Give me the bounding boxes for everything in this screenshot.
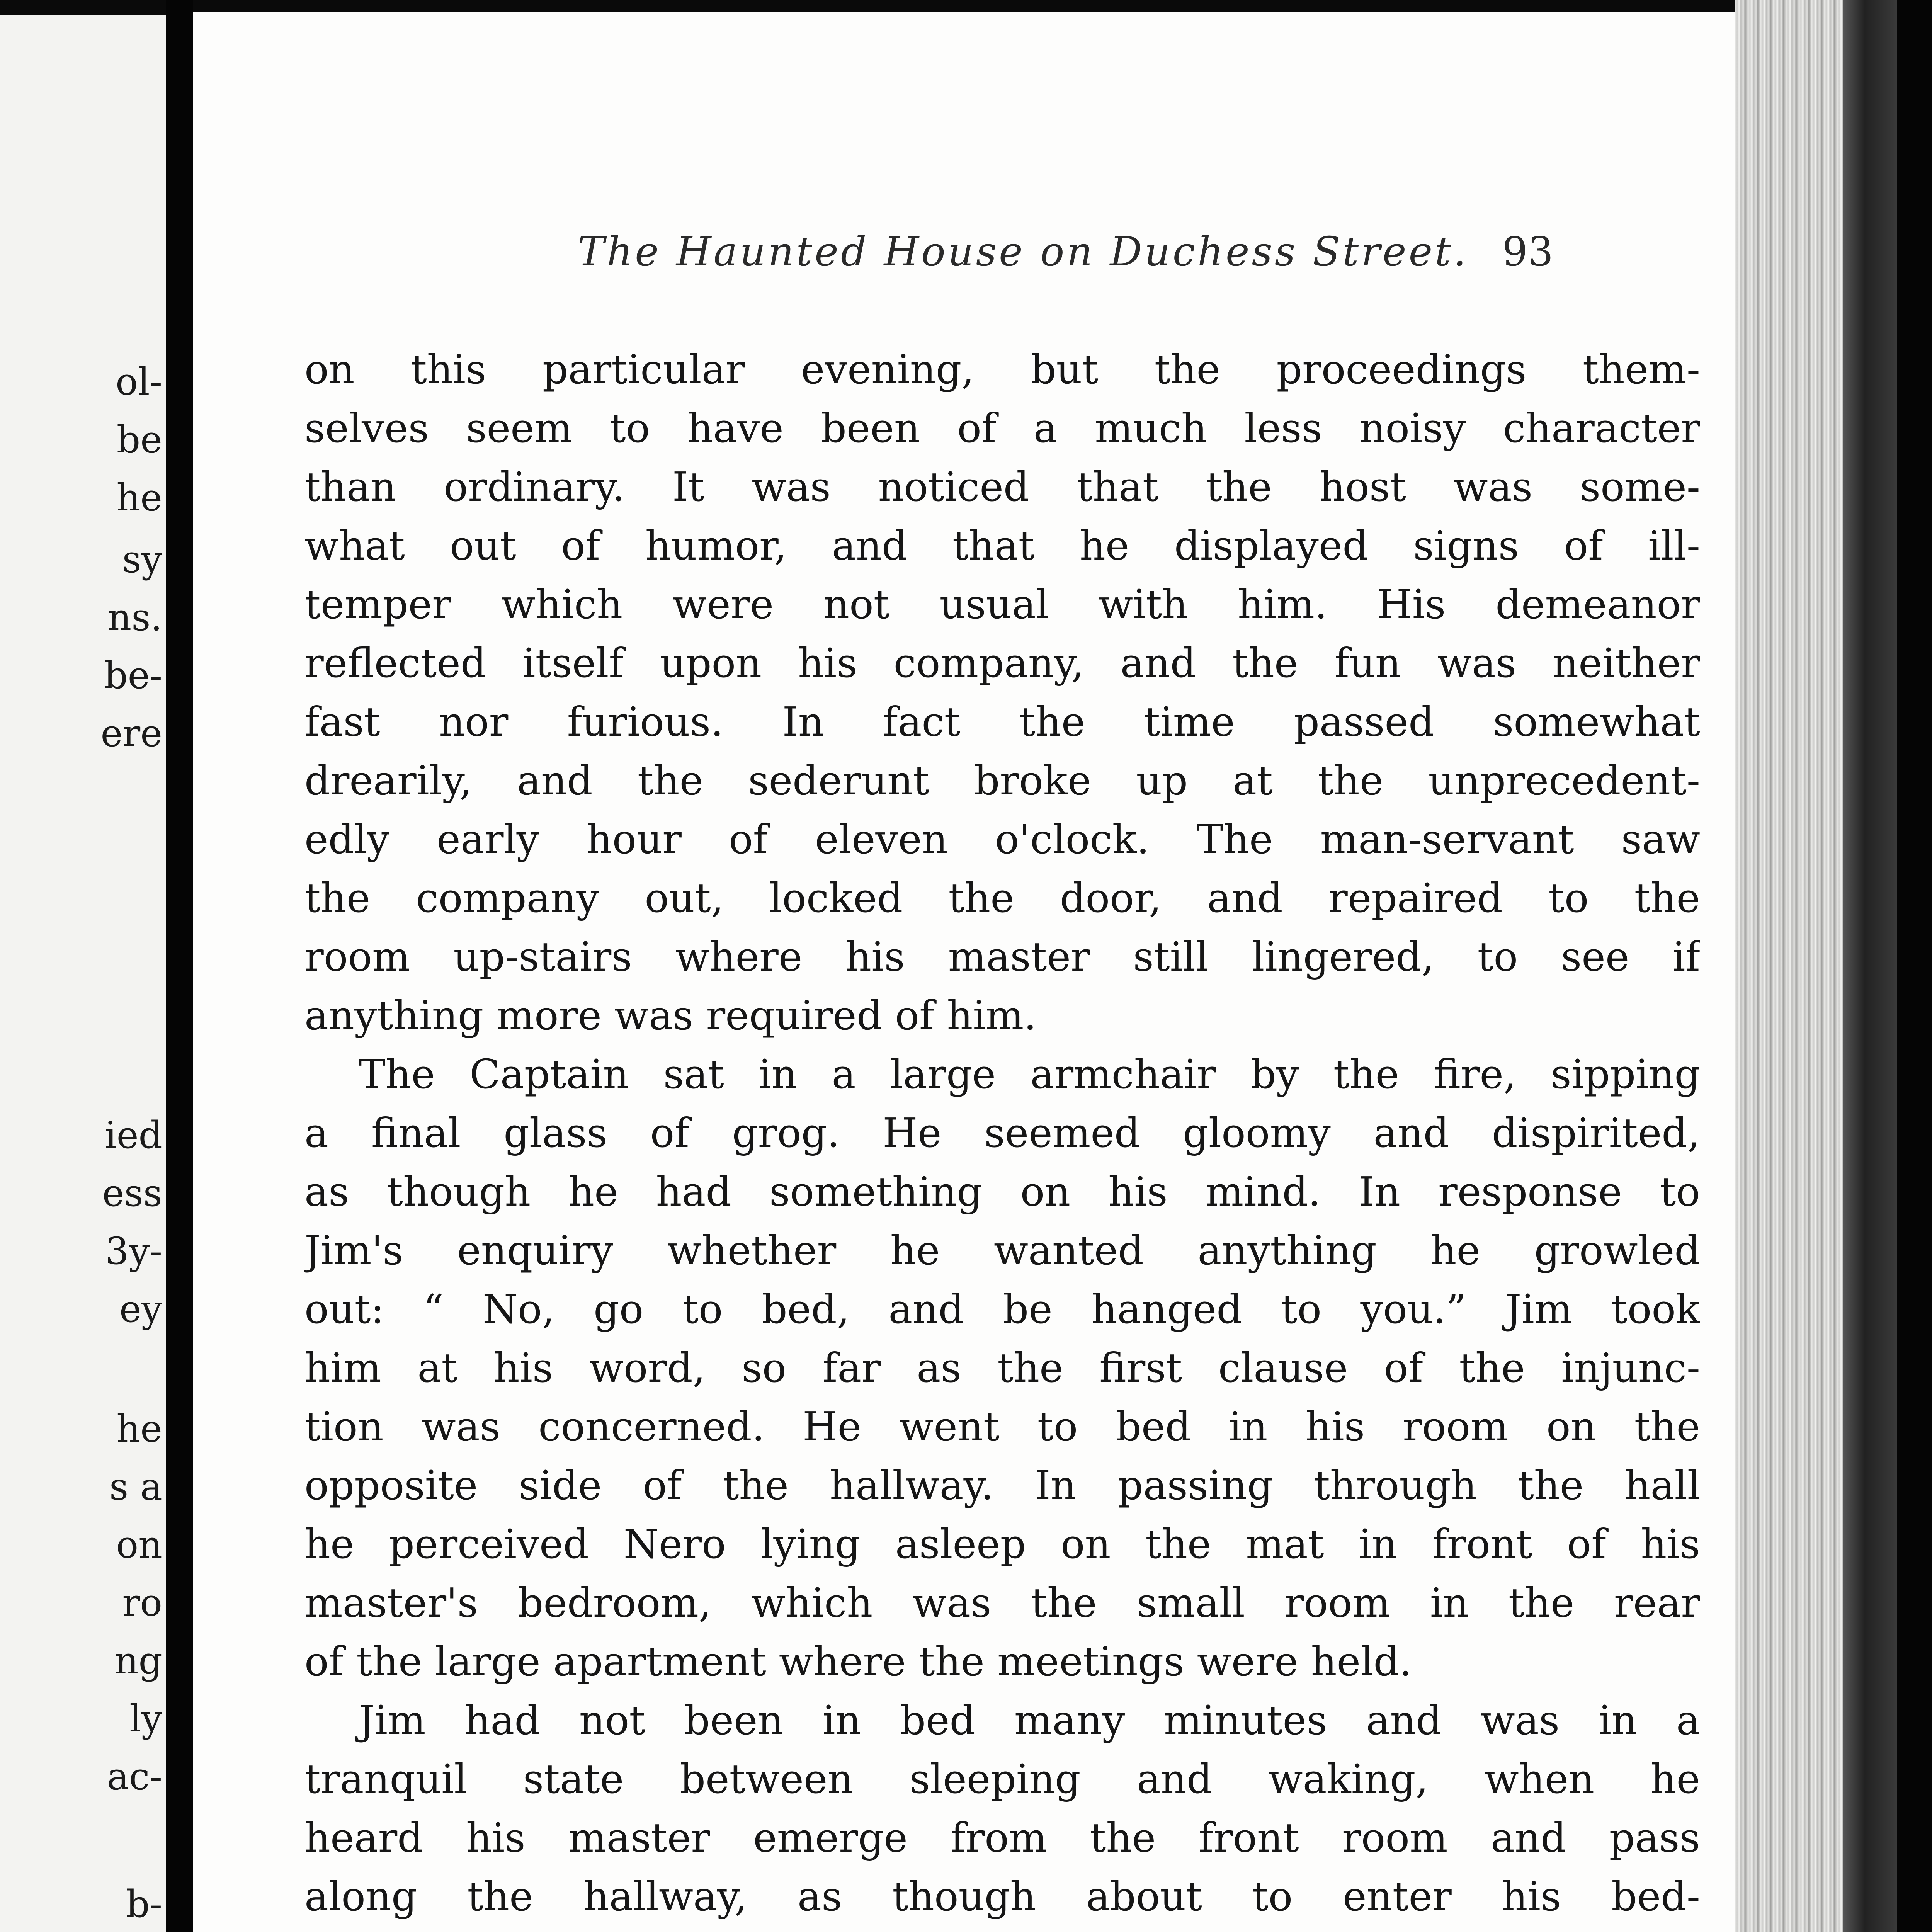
left-fragment: he — [116, 476, 162, 519]
book-page — [193, 12, 1735, 1932]
text-line: on this particular evening, but the proceedings them- — [304, 346, 1700, 393]
text-line: The Captain sat in a large armchair by the fire, sipping — [359, 1051, 1700, 1098]
text-line: along the hallway, as though about to enter his bed- — [304, 1873, 1700, 1920]
running-head-title: The Haunted House on Duchess Street. — [577, 228, 1468, 275]
text-line: fast nor furious. In fact the time passed somewhat — [304, 698, 1700, 745]
left-fragment: ro — [122, 1581, 162, 1624]
text-line: than ordinary. It was noticed that the host was some- — [304, 463, 1700, 510]
text-line — [304, 1926, 1700, 1932]
text-line: drearily, and the sederunt broke up at the unprecedent- — [304, 757, 1700, 804]
text-line: out: “ No, go to bed, and be hanged to you.” Jim took — [304, 1286, 1700, 1333]
text-line: he perceived Nero lying asleep on the mat in front of his — [304, 1520, 1700, 1568]
left-fragment: on — [116, 1523, 162, 1566]
left-fragment: 3y- — [105, 1230, 162, 1273]
text-line: temper which were not usual with him. His demeanor — [304, 581, 1700, 628]
body-text — [304, 340, 1700, 1932]
text-line: heard his master emerge from the front room and pass — [304, 1814, 1700, 1861]
left-fragment: ied — [105, 1114, 162, 1157]
left-fragment: ess — [102, 1172, 162, 1215]
text-line: of the large apartment where the meetings were held. — [304, 1638, 1412, 1685]
left-fragment: ere — [100, 712, 162, 755]
text-line: opposite side of the hallway. In passing through the hall — [304, 1462, 1700, 1509]
left-fragment: b- — [126, 1883, 162, 1926]
text-line: Jim had not been in bed many minutes and was in a — [359, 1697, 1700, 1744]
left-fragment: ns. — [107, 596, 162, 639]
page-number: 93 — [1502, 228, 1553, 275]
text-line: reflected itself upon his company, and the fun was neither — [304, 639, 1700, 687]
facing-page-fragment — [0, 15, 166, 1932]
left-fragment: ng — [114, 1639, 162, 1682]
book-gutter — [166, 0, 193, 1932]
left-fragment: s a — [109, 1465, 162, 1509]
left-fragment: ly — [129, 1697, 162, 1740]
book-fore-edge-shadow — [1843, 0, 1897, 1932]
text-line: him at his word, so far as the first clause of the injunc- — [304, 1344, 1700, 1391]
text-line: a final glass of grog. He seemed gloomy and dispirited, — [304, 1109, 1700, 1156]
left-fragment: be- — [104, 654, 162, 697]
text-line: edly early hour of eleven o'clock. The man-servant saw — [304, 816, 1700, 863]
text-line: tranquil state between sleeping and waking, when he — [304, 1755, 1700, 1803]
text-line: Jim's enquiry whether he wanted anything he growled — [304, 1227, 1700, 1274]
text-line: as though he had something on his mind. In response to — [304, 1168, 1700, 1215]
text-line: room up-stairs where his master still lingered, to see if — [304, 933, 1700, 980]
text-line: anything more was required of him. — [304, 992, 1037, 1039]
left-fragment: ey — [119, 1287, 162, 1331]
left-fragment: be — [116, 418, 162, 461]
left-fragment: ac- — [107, 1755, 162, 1798]
left-fragment: he — [116, 1407, 162, 1451]
text-line: master's bedroom, which was the small room in the rear — [304, 1579, 1700, 1626]
left-fragment: sy — [122, 538, 162, 581]
left-fragment: ol- — [116, 360, 162, 403]
text-line: tion was concerned. He went to bed in his room on the — [304, 1403, 1700, 1450]
text-line: the company out, locked the door, and repaired to the — [304, 874, 1700, 922]
text-line: selves seem to have been of a much less noisy character — [304, 405, 1700, 452]
text-line: what out of humor, and that he displayed signs of ill- — [304, 522, 1700, 569]
scan-border-right — [1897, 0, 1932, 1932]
